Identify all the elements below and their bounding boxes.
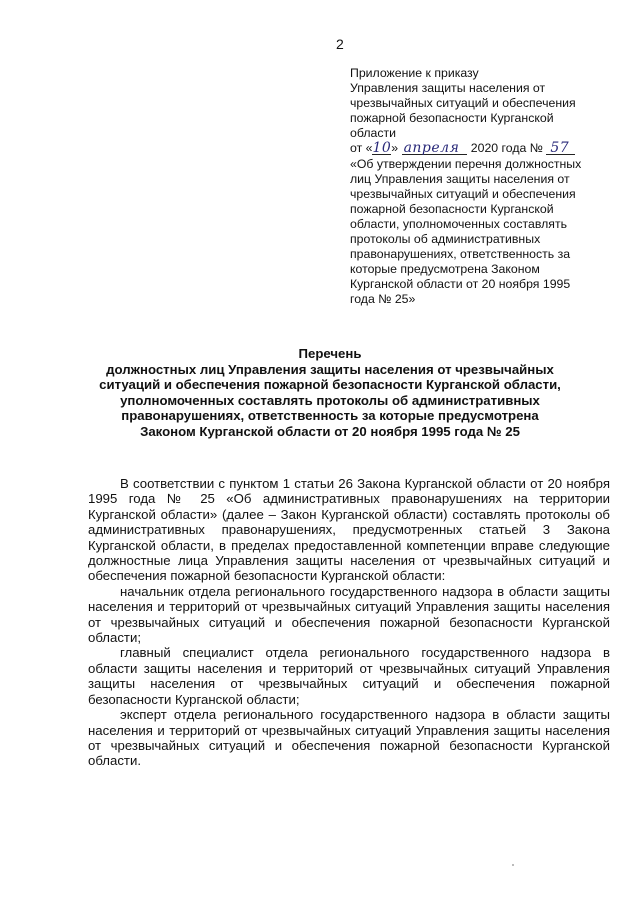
appendix-line: года № 25» (350, 292, 416, 307)
title-line: уполномоченных составлять протоколы об административных (120, 392, 540, 408)
appendix-line: Управления защиты населения от (350, 81, 546, 96)
appendix-line: правонарушениях, ответственность за (350, 247, 571, 262)
body-paragraph: эксперт отдела регионального государственного надзора в области защиты населения и территорий от чрезвычайных ситуаций Управления защиты населения от чрезвычайных ситуаций и обеспечения пожарной безопасности Курганской области. (88, 707, 610, 769)
appendix-line: «Об утверждении перечня должностных (350, 156, 582, 171)
title-line: правонарушениях, ответственность за которые предусмотрена (121, 408, 539, 424)
handwritten-order-number: 57 (546, 142, 575, 155)
date-prefix: от « (350, 141, 373, 156)
appendix-line: чрезвычайных ситуаций и обеспечения (350, 96, 576, 111)
appendix-date-line (350, 141, 610, 156)
appendix-line: протоколы об административных (350, 232, 541, 247)
body-paragraph: начальник отдела регионального государственного надзора в области защиты населения и территорий от чрезвычайных ситуаций Управления защиты населения от чрезвычайных ситуаций и обеспечения пожарной безопасности Курганской области; (88, 583, 610, 646)
body-paragraph: главный специалист отдела регионального государственного надзора в области защиты населения и территорий от чрезвычайных ситуаций Управления защиты населения от чрезвычайных ситуаций и обеспечения пожарной безопасности Курганской области; (88, 645, 610, 707)
appendix-line: чрезвычайных ситуаций и обеспечения (350, 186, 576, 201)
appendix-line: Приложение к приказу (350, 66, 479, 80)
title-line: Перечень (298, 346, 362, 361)
appendix-line: лиц Управления защиты населения от (350, 171, 570, 186)
appendix-line: пожарной безопасности Курганской (350, 201, 554, 216)
body-paragraph: В соответствии с пунктом 1 статьи 26 Закона Курганской области от 20 ноября 1995 года № 25 «Об административных правонарушениях на территории Курганской области» (далее – Закон Курганской области) составлять протоколы об административных правонарушениях, предусмотренных статьей 3 Закона Курганской области, в пределах предоставленной компетенции вправе следующие должностные лица Управления защиты населения от чрезвычайных ситуаций и обеспечения пожарной безопасности Курганской области: (88, 476, 610, 584)
document-title (80, 346, 580, 440)
date-year: 2020 года № (467, 141, 547, 156)
title-line: ситуаций и обеспечения пожарной безопасности Курганской области, (99, 377, 561, 393)
page-number: 2 (336, 36, 344, 52)
title-line: должностных лиц Управления защиты населения от чрезвычайных (106, 361, 554, 377)
appendix-line: области (350, 126, 396, 141)
title-line: Законом Курганской области от 20 ноября 1995 года № 25 (140, 423, 520, 439)
date-mid: » (391, 141, 402, 156)
handwritten-day: 10 (372, 140, 392, 157)
document-body (88, 476, 610, 769)
appendix-line: Курганской области от 20 ноября 1995 (350, 277, 571, 292)
appendix-block (350, 66, 610, 308)
appendix-line: которые предусмотрена Законом (350, 262, 540, 277)
appendix-line: пожарной безопасности Курганской (350, 111, 554, 126)
scan-speck (512, 864, 514, 866)
appendix-line: области, уполномоченных составлять (350, 216, 567, 231)
handwritten-month: апреля (402, 142, 468, 155)
